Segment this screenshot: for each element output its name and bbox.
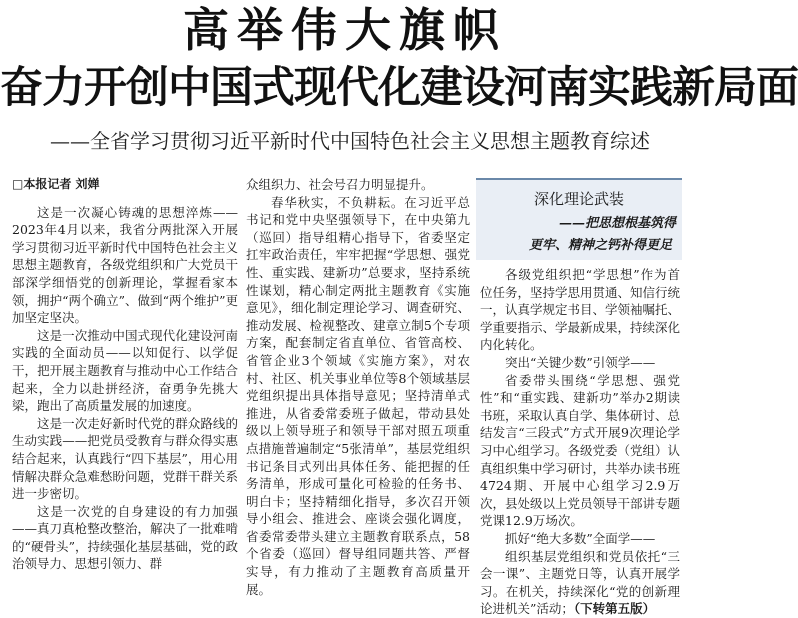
paragraph: 各级党组织把“学思想”作为首位任务，坚持学思用贯通、知信行统一，认真学规定书目、学领袖嘱托、学重要指示、学最新成果，持续深化内化转化。 [480, 267, 681, 353]
article-column-3 [480, 266, 680, 618]
paragraph: 众组织力、社会号召力明显提升。 [246, 177, 434, 192]
paragraph: 抓好“绝大多数”全面学—— [505, 530, 656, 546]
section-header-box [476, 178, 682, 260]
headline-subtitle: ——全省学习贯彻习近平新时代中国特色社会主义思想主题教育综述 [50, 129, 650, 153]
byline: □本报记者 刘婵 [12, 177, 100, 191]
paragraph: 春华秋实，不负耕耘。在习近平总书记和党中央坚强领导下，在中央第九（巡回）指导组精心指导下，省委坚定扛牢政治责任，牢牢把握“学思想、强党性、重实践、建新功”总要求，坚持系统性谋划，精心制定两批主题教育《实施意见》，细化制定理论学习、调查研究、推动发展、检视整改、建章立制5个专项方案，配套制定省直单位、省管高校、省管企业3个领域《实施方案》，对农村、社区、机关事业单位等8个领域基层党组织提出具体指导意见；坚持清单式推进，从省委常委班子做起，带动县处级以上领导班子和领导干部对照五项重点措施普遍制定“5张清单”，基层党组织书记条目式列出具体任务、能把握的任务清单，形成可量化可检验的任务书、明白卡；坚持精细化指导，多次召开领导小组会、推进会、座谈会强化调度，省委常委带头建立主题教育联系点，58个省委（巡回）督导组同题共答、严督实导，有力推动了主题教育高质量开展。 [246, 194, 470, 597]
section-subtitle-line2: 更牢、精神之钙补得更足 [528, 238, 672, 253]
paragraph: 省委带头围绕“学思想、强党性”和“重实践、建新功”举办2期读书班，采取认真自学、集体研讨、总结发言“三段式”方式开展9次理论学习中心组学习。各级党委（党组）认真组织集中学习研讨，共举办读书班4724期、开展中心组学习2.9万次，县处级以上党员领导干部讲专题党课12.9万场次。 [480, 372, 681, 529]
paragraph [480, 548, 680, 618]
paragraph: 突出“关键少数”引领学—— [505, 354, 656, 370]
headline-line2: 奋力开创中国式现代化建设河南实践新局面 [0, 63, 798, 113]
article-column-2 [246, 176, 470, 598]
paragraph-text: 组织基层党组织和党员依托“三会一课”、主题党日等，认真开展学习。在机关，持续深化“党的创新理论进机关”活动； [480, 548, 680, 617]
paragraph: 这是一次走好新时代党的群众路线的生动实践——把党员受教育与群众得实惠结合起来，认真践行“四下基层”，用心用情解决群众急难愁盼问题，党群干群关系进一步密切。 [12, 415, 238, 502]
section-title: 深化理论武装 [533, 190, 624, 208]
article-column-1 [12, 176, 238, 573]
continue-note[interactable]: （下转第五版） [573, 601, 656, 617]
paragraph: 这是一次党的自身建设的有力加强——真刀真枪整改整治，解决了一批难啃的“硬骨头”，持续强化基层基础，党的政治领导力、思想引领力、群 [12, 503, 238, 572]
paragraph: 这是一次凝心铸魂的思想淬炼——2023年4月以来，我省分两批深入开展学习贯彻习近平新时代中国特色社会主义思想主题教育，各级党组织和广大党员干部深学细悟党的创新理论，掌握看家本领，拥护“两个确立”、做到“两个维护”更加坚定坚决。 [12, 204, 238, 326]
paragraph: 这是一次推动中国式现代化建设河南实践的全面动员——以知促行、以学促干，把开展主题教育与推动中心工作结合起来，全力以赴拼经济，奋勇争先挑大梁，跑出了高质量发展的加速度。 [12, 327, 238, 414]
section-subtitle-line1: ——把思想根基筑得 [558, 216, 676, 231]
headline-line1: 高举伟大旗帜 [183, 3, 507, 57]
